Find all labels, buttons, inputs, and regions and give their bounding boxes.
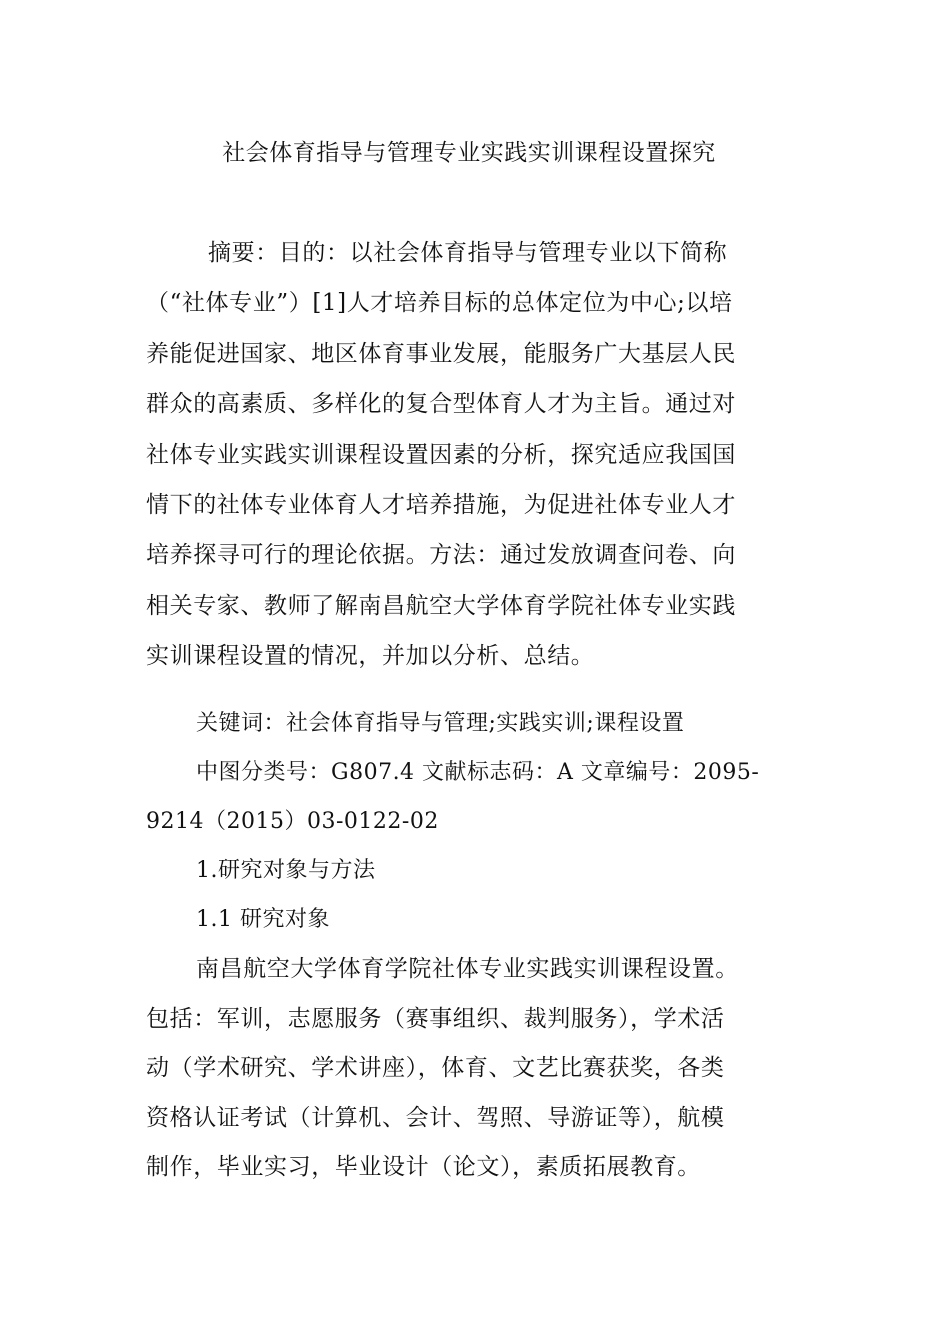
- abstract-line: （“社体专业”）[1]人才培养目标的总体定位为中心;以培: [146, 290, 733, 317]
- body-line: 资格认证考试（计算机、会计、驾照、导游证等），航模: [146, 1104, 725, 1131]
- abstract-line: 社体专业实践实训课程设置因素的分析，探究适应我国国: [146, 441, 736, 468]
- body-line: 南昌航空大学体育学院社体专业实践实训课程设置。: [196, 956, 739, 982]
- abstract-line: 群众的高素质、多样化的复合型体育人才为主旨。通过对: [146, 391, 736, 418]
- body-line: 包括：军训，志愿服务（赛事组织、裁判服务），学术活: [146, 1005, 725, 1032]
- body-line: 制作，毕业实习，毕业设计（论文），素质拓展教育。: [146, 1154, 701, 1180]
- keywords-line: 关键词：社会体育指导与管理;实践实训;课程设置: [196, 711, 685, 736]
- classification-line-continued: 9214（2015）03-0122-02: [146, 809, 439, 834]
- section-heading: 1.研究对象与方法: [196, 858, 376, 883]
- body-line: 动（学术研究、学术讲座），体育、文艺比赛获奖，各类: [146, 1055, 725, 1081]
- abstract-line: 摘要：目的：以社会体育指导与管理专业以下简称: [208, 240, 728, 266]
- subsection-heading: 1.1 研究对象: [196, 907, 330, 932]
- abstract-line: 相关专家、教师了解南昌航空大学体育学院社体专业实践: [146, 592, 736, 619]
- classification-line: 中图分类号：G807.4 文献标志码：A 文章编号：2095-: [196, 760, 760, 785]
- abstract-line: 养能促进国家、地区体育事业发展，能服务广大基层人民: [146, 340, 736, 367]
- abstract-line: 情下的社体专业体育人才培养措施，为促进社体专业人才: [146, 491, 736, 518]
- body-paragraph: [146, 945, 792, 1193]
- document-title: 社会体育指导与管理专业实践实训课程设置探究: [222, 140, 716, 166]
- abstract-paragraph: [146, 228, 792, 682]
- abstract-line: 实训课程设置的情况，并加以分析、总结。: [146, 643, 595, 670]
- abstract-line: 培养探寻可行的理论依据。方法：通过发放调查问卷、向: [146, 542, 736, 569]
- metadata-block: [146, 699, 792, 944]
